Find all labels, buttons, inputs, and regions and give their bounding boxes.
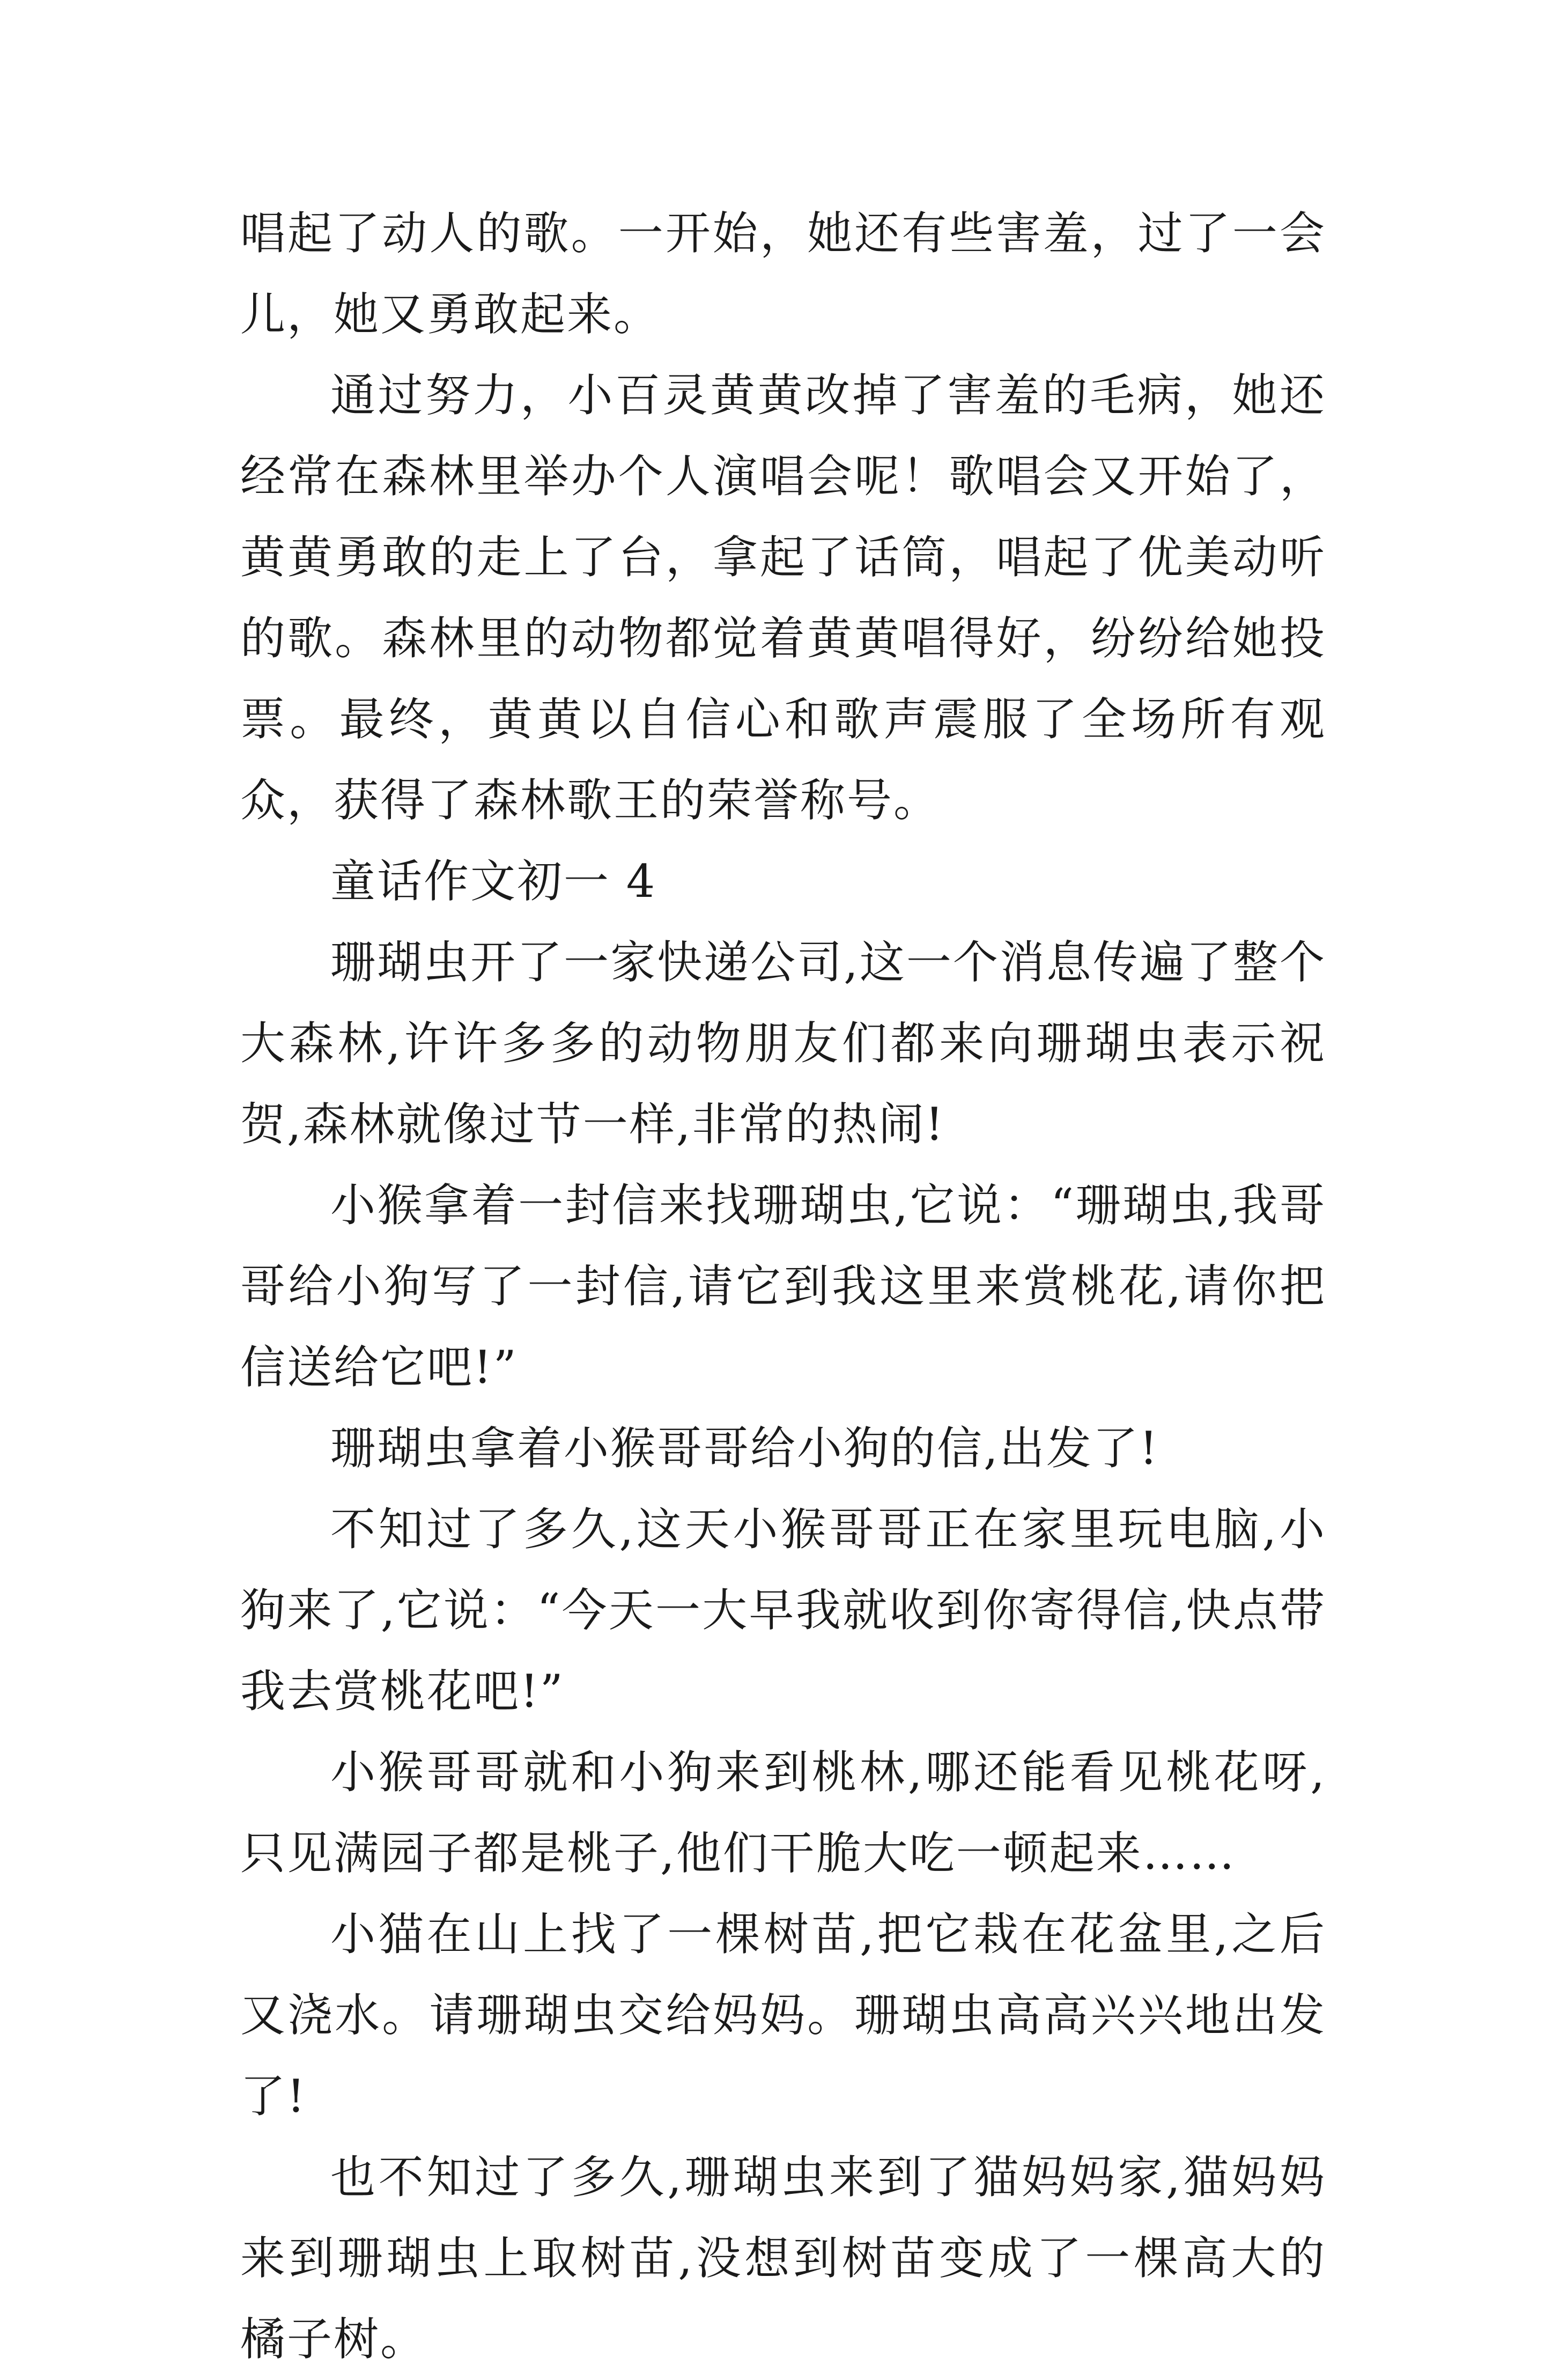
paragraph: 小猫在山上找了一棵树苗,把它栽在花盆里,之后又浇水。请珊瑚虫交给妈妈。珊瑚虫高高兴兴地出发了! [240, 1908, 1326, 2123]
paragraph-continued: 唱起了动人的歌。一开始，她还有些害羞，过了一会儿，她又勇敢起来。 [240, 207, 1326, 341]
paragraph: 通过努力，小百灵黄黄改掉了害羞的毛病，她还经常在森林里举办个人演唱会呢！歌唱会又开始了，黄黄勇敢的走上了台，拿起了话筒，唱起了优美动听的歌。森林里的动物都觉着黄黄唱得好，纷纷给她投票。最终，黄黄以自信心和歌声震服了全场所有观众，获得了森林歌王的荣誉称号。 [240, 369, 1326, 827]
paragraph: 不知过了多久,这天小猴哥哥正在家里玩电脑,小狗来了,它说：“今天一大早我就收到你寄得信,快点带我去赏桃花吧!” [240, 1503, 1326, 1718]
document-body [240, 193, 1326, 2380]
paragraph: 也不知过了多久,珊瑚虫来到了猫妈妈家,猫妈妈来到珊瑚虫上取树苗,没想到树苗变成了一棵高大的橘子树。 [240, 2151, 1326, 2366]
paragraph: 小猴拿着一封信来找珊瑚虫,它说：“珊瑚虫,我哥哥给小狗写了一封信,请它到我这里来赏桃花,请你把信送给它吧!” [240, 1179, 1326, 1394]
paragraph: 珊瑚虫拿着小猴哥哥给小狗的信,出发了! [330, 1422, 1159, 1475]
section-heading: 童话作文初一 4 [330, 855, 657, 908]
paragraph: 小猴哥哥就和小狗来到桃林,哪还能看见桃花呀,只见满园子都是桃子,他们干脆大吃一顿起来…… [240, 1746, 1326, 1880]
paragraph: 珊瑚虫开了一家快递公司,这一个消息传遍了整个大森林,许许多多的动物朋友们都来向珊瑚虫表示祝贺,森林就像过节一样,非常的热闹! [240, 936, 1326, 1151]
